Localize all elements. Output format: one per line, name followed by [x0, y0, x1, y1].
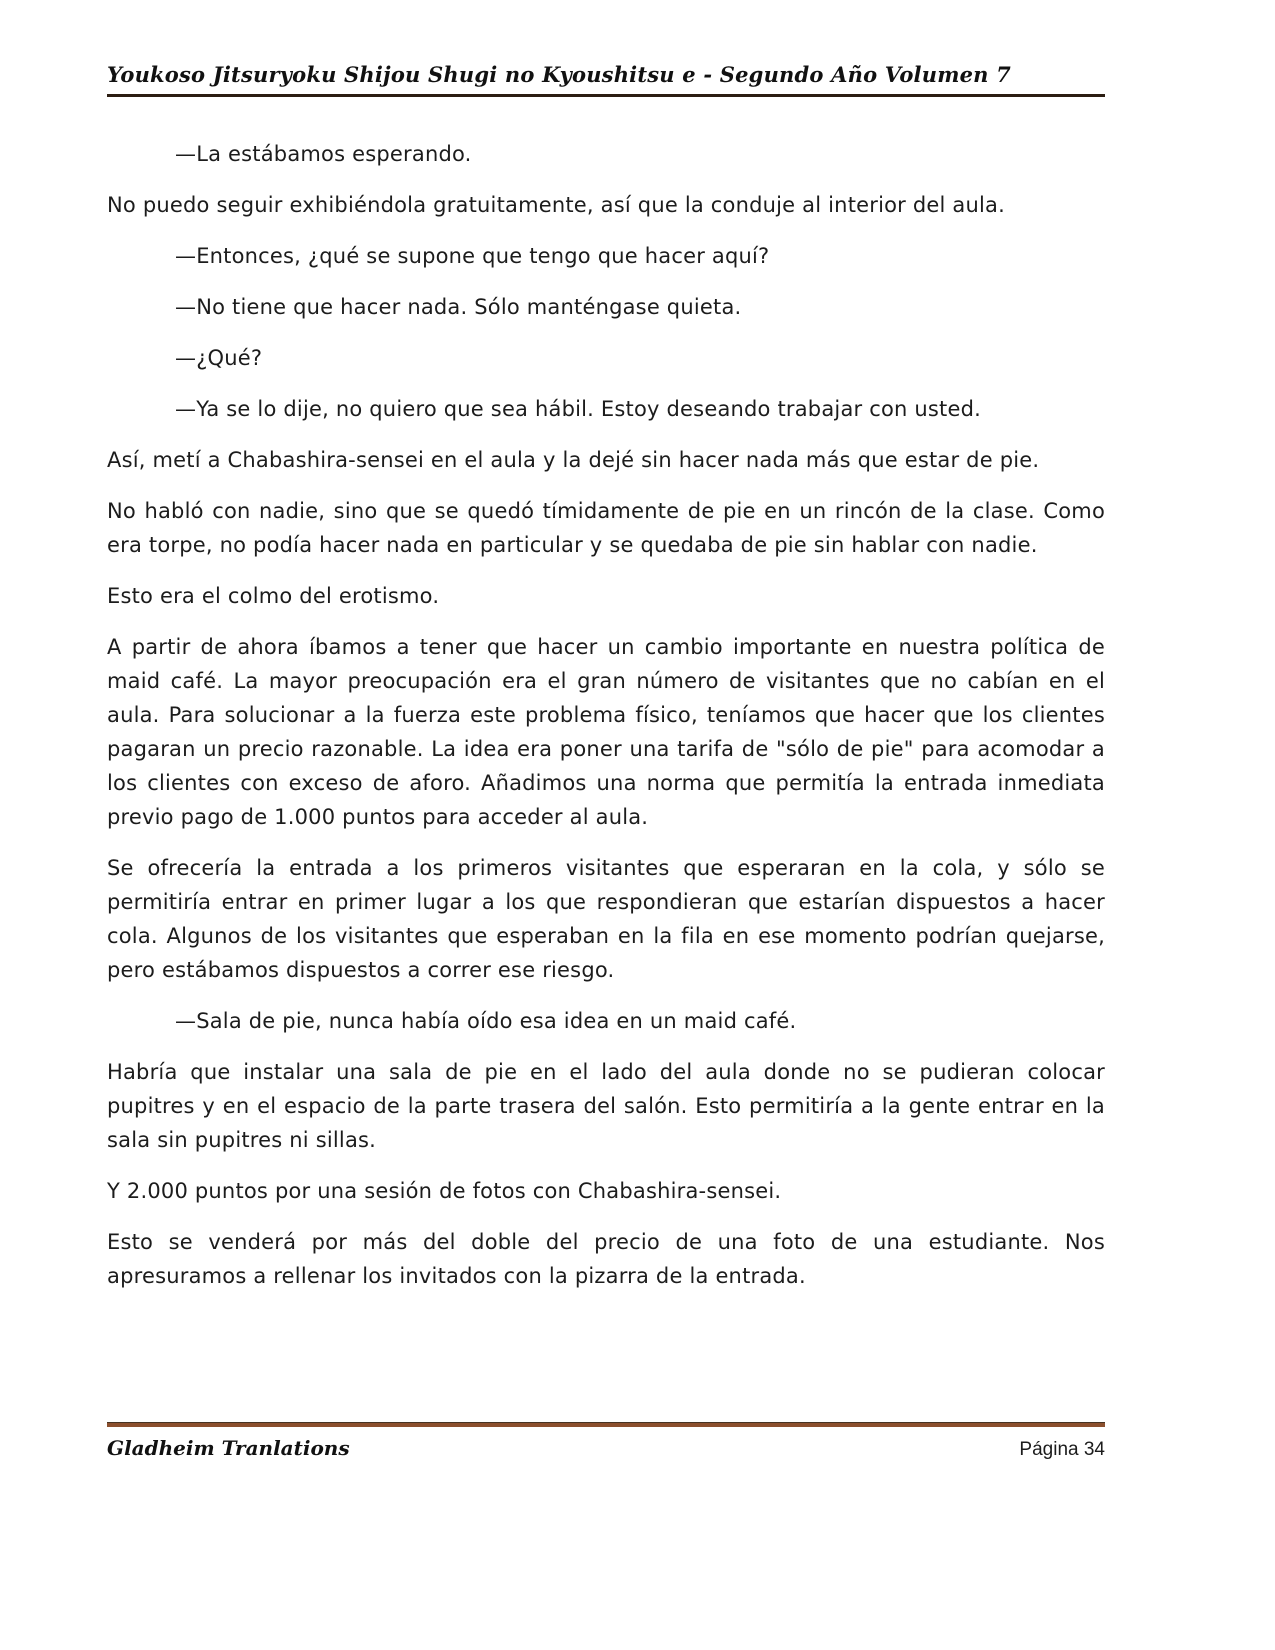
dialogue-line: —No tiene que hacer nada. Sólo manténgase quieta. [175, 295, 742, 319]
page-footer [107, 1422, 1105, 1461]
header-title: Youkoso Jitsuryoku Shijou Shugi no Kyoushitsu e - Segundo Año Volumen 7 [107, 62, 1011, 87]
dialogue-line: —Entonces, ¿qué se supone que tengo que hacer aquí? [175, 244, 770, 268]
dialogue-line: —¿Qué? [175, 346, 263, 370]
footer-translator-credit: Gladheim Tranlations [107, 1436, 350, 1460]
body-paragraph: Se ofrecería la entrada a los primeros visitantes que esperaran en la cola, y sólo se permitiría entrar en primer lugar a los que respondieran que estarían dispuestos a hacer cola. Algunos de los visitantes que esperaban en la fila en ese momento podrían quejarse, pero estábamos dispuestos a correr ese riesgo. [107, 856, 1105, 982]
document-body [107, 137, 1105, 1293]
footer-rule [107, 1422, 1105, 1427]
page-header [107, 62, 1105, 97]
footer-row [107, 1436, 1105, 1461]
body-paragraph: Habría que instalar una sala de pie en el lado del aula donde no se pudieran colocar pupitres y en el espacio de la parte trasera del salón. Esto permitiría a la gente entrar en la sala sin pupitres ni sillas. [107, 1060, 1105, 1152]
body-paragraph: Esto era el colmo del erotismo. [107, 584, 440, 608]
dialogue-line: —Sala de pie, nunca había oído esa idea en un maid café. [175, 1009, 797, 1033]
body-paragraph: A partir de ahora íbamos a tener que hacer un cambio importante en nuestra política de maid café. La mayor preocupación era el gran número de visitantes que no cabían en el aula. Para solucionar a la fuerza este problema físico, teníamos que hacer que los clientes pagaran un precio razonable. La idea era poner una tarifa de "sólo de pie" para acomodar a los clientes con exceso de aforo. Añadimos una norma que permitía la entrada inmediata previo pago de 1.000 puntos para acceder al aula. [107, 635, 1105, 829]
footer-page-number: Página 34 [1019, 1439, 1105, 1460]
body-paragraph: Esto se venderá por más del doble del precio de una foto de una estudiante. Nos apresuramos a rellenar los invitados con la pizarra de la entrada. [107, 1230, 1105, 1288]
body-paragraph: No habló con nadie, sino que se quedó tímidamente de pie en un rincón de la clase. Como era torpe, no podía hacer nada en particular y se quedaba de pie sin hablar con nadie. [107, 499, 1105, 557]
body-paragraph: Y 2.000 puntos por una sesión de fotos con Chabashira-sensei. [107, 1179, 782, 1203]
dialogue-line: —La estábamos esperando. [175, 142, 472, 166]
page-content [107, 62, 1105, 1310]
dialogue-line: —Ya se lo dije, no quiero que sea hábil. Estoy deseando trabajar con usted. [175, 397, 982, 421]
header-rule [107, 94, 1105, 97]
body-paragraph: No puedo seguir exhibiéndola gratuitamente, así que la conduje al interior del aula. [107, 193, 1005, 217]
body-paragraph: Así, metí a Chabashira-sensei en el aula y la dejé sin hacer nada más que estar de pie. [107, 448, 1040, 472]
